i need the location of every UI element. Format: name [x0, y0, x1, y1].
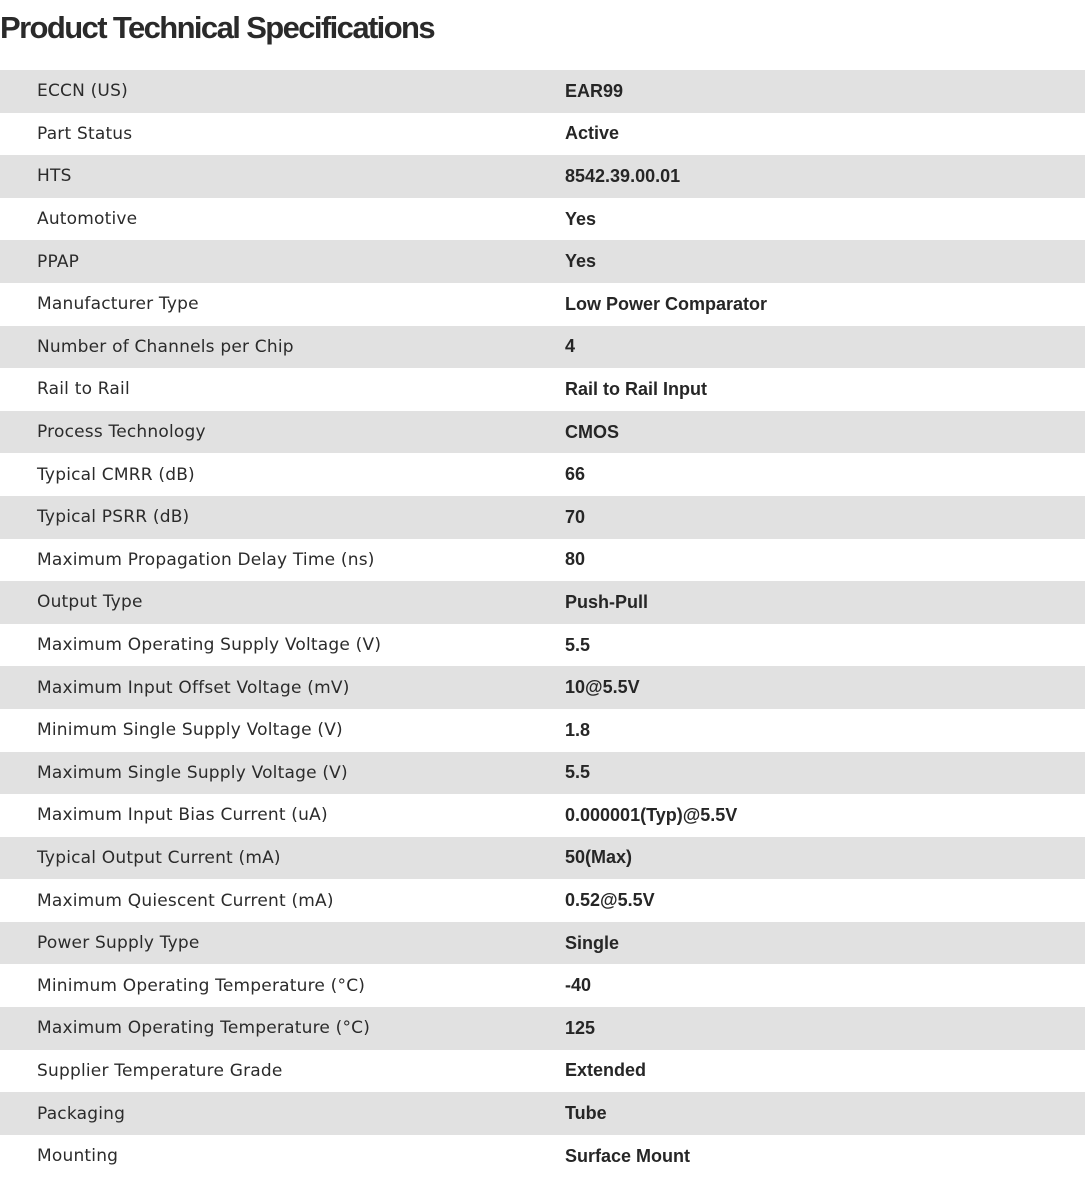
spec-row: [0, 1092, 1085, 1135]
spec-row: [0, 326, 1085, 369]
spec-row: [0, 411, 1085, 454]
spec-value: 70: [565, 506, 586, 527]
spec-label: PPAP: [37, 251, 80, 272]
spec-label: Rail to Rail: [37, 379, 130, 400]
spec-row: [0, 496, 1085, 539]
spec-label: Supplier Temperature Grade: [37, 1060, 283, 1081]
spec-label: Number of Channels per Chip: [37, 336, 294, 357]
spec-value: Active: [565, 123, 620, 144]
spec-label: Typical PSRR (dB): [37, 507, 190, 528]
spec-row: [0, 879, 1085, 922]
spec-label: Minimum Operating Temperature (°C): [37, 975, 366, 996]
spec-value: Yes: [565, 251, 597, 272]
spec-label: Maximum Input Bias Current (uA): [37, 805, 328, 826]
spec-label: Maximum Single Supply Voltage (V): [37, 762, 348, 783]
spec-row: [0, 1050, 1085, 1093]
spec-row: [0, 240, 1085, 283]
spec-value: 125: [565, 1017, 596, 1038]
spec-label: Power Supply Type: [37, 933, 200, 954]
spec-value: Rail to Rail Input: [565, 378, 707, 399]
spec-value: 8542.39.00.01: [565, 165, 681, 186]
spec-row: [0, 752, 1085, 795]
spec-value: Single: [565, 932, 620, 953]
spec-value: 50(Max): [565, 847, 633, 868]
spec-row: [0, 624, 1085, 667]
spec-value: 0.000001(Typ)@5.5V: [565, 804, 738, 825]
spec-label: Maximum Propagation Delay Time (ns): [37, 549, 375, 570]
spec-table: [0, 70, 1085, 1177]
spec-row: [0, 1135, 1085, 1177]
spec-value: 1.8: [565, 719, 591, 740]
spec-row: [0, 964, 1085, 1007]
spec-label: Manufacturer Type: [37, 294, 199, 315]
spec-value: 0.52@5.5V: [565, 890, 655, 911]
spec-row: [0, 709, 1085, 752]
spec-value: 10@5.5V: [565, 677, 640, 698]
spec-row: [0, 155, 1085, 198]
spec-label: Maximum Operating Temperature (°C): [37, 1018, 371, 1039]
spec-row: [0, 794, 1085, 837]
spec-row: [0, 837, 1085, 880]
spec-row: [0, 70, 1085, 113]
spec-value: Tube: [565, 1103, 607, 1124]
spec-label: Typical Output Current (mA): [37, 847, 281, 868]
spec-row: [0, 283, 1085, 326]
spec-label: Mounting: [37, 1146, 119, 1167]
spec-label: HTS: [37, 166, 72, 187]
spec-value: 80: [565, 549, 586, 570]
spec-label: Output Type: [37, 592, 143, 613]
spec-value: -40: [565, 975, 592, 996]
spec-label: Minimum Single Supply Voltage (V): [37, 720, 343, 741]
spec-row: [0, 113, 1085, 156]
spec-label: Maximum Operating Supply Voltage (V): [37, 635, 382, 656]
spec-value: Extended: [565, 1060, 647, 1081]
spec-value: EAR99: [565, 80, 624, 101]
spec-label: Maximum Quiescent Current (mA): [37, 890, 334, 911]
spec-row: [0, 368, 1085, 411]
spec-value: 66: [565, 464, 586, 485]
spec-row: [0, 581, 1085, 624]
spec-row: [0, 198, 1085, 241]
spec-label: Typical CMRR (dB): [37, 464, 195, 485]
page-title: Product Technical Specifications: [0, 10, 435, 45]
spec-label: ECCN (US): [37, 81, 128, 102]
spec-label: Process Technology: [37, 422, 206, 443]
spec-value: 5.5: [565, 762, 591, 783]
spec-label: Part Status: [37, 123, 133, 144]
spec-value: 4: [565, 336, 576, 357]
spec-label: Maximum Input Offset Voltage (mV): [37, 677, 350, 698]
spec-row: [0, 1007, 1085, 1050]
spec-label: Automotive: [37, 209, 138, 230]
spec-row: [0, 922, 1085, 965]
spec-row: [0, 666, 1085, 709]
spec-value: Yes: [565, 208, 597, 229]
spec-value: Low Power Comparator: [565, 293, 768, 314]
spec-label: Packaging: [37, 1103, 126, 1124]
spec-value: Push-Pull: [565, 591, 649, 612]
spec-value: Surface Mount: [565, 1145, 691, 1166]
spec-row: [0, 453, 1085, 496]
spec-value: CMOS: [565, 421, 619, 442]
spec-row: [0, 539, 1085, 582]
spec-value: 5.5: [565, 634, 591, 655]
